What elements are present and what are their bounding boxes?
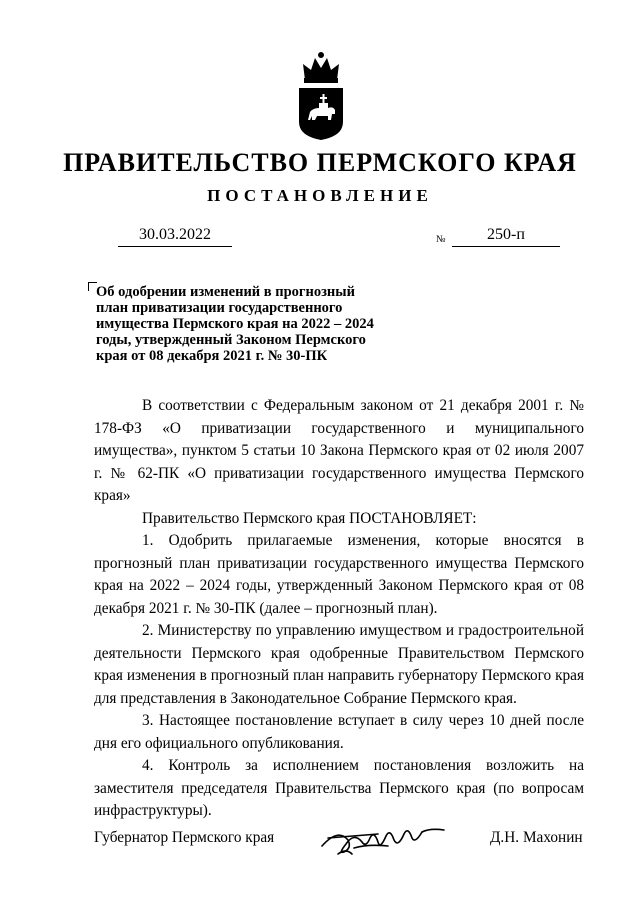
handwritten-signature-icon: [318, 818, 448, 860]
signatory-title: Губернатор Пермского края: [94, 829, 275, 846]
paragraph-item-2: 2. Министерству по управлению имуществом и градостроительной деятельности Пермского края одобренные Правительством Пермского края изменения в прогнозный план направить губернатору Пермского края для представления в Законодательное Собрание Пермского края.: [94, 622, 584, 707]
paragraph-preamble: В соответствии с Федеральным законом от 21 декабря 2001 г. № 178-ФЗ «О приватизации государственного и муниципального имущества», пунктом 5 статьи 10 Закона Пермского края от 02 июля 2007 г. № 62-ПК «О приватизации государственного имущества Пермского края»: [94, 397, 584, 504]
document-subject: Об одобрении изменений в прогнозный план приватизации государственного имущества Пермского края на 2022 – 2024 годы, утвержденный Законом Пермского края от 08 декабря 2021 г. № 30-ПК: [96, 284, 374, 364]
document-number: 250-п: [487, 226, 525, 243]
signatory-name: Д.Н. Махонин: [490, 829, 583, 846]
date-underline: [118, 246, 232, 247]
organization-title: ПРАВИТЕЛЬСТВО ПЕРМСКОГО КРАЯ: [63, 148, 577, 177]
document-date: 30.03.2022: [139, 226, 211, 243]
paragraph-resolves: Правительство Пермского края ПОСТАНОВЛЯЕТ:: [142, 509, 477, 527]
document-type: ПОСТАНОВЛЕНИЕ: [207, 186, 433, 205]
number-underline: [452, 246, 560, 247]
document-body: [94, 395, 584, 823]
paragraph-item-4: 4. Контроль за исполнением постановления возложить на заместителя председателя Правительства Пермского края (по вопросам инфраструктуры).: [94, 757, 584, 819]
coat-of-arms-icon: [295, 50, 347, 142]
paragraph-item-3: 3. Настоящее постановление вступает в силу через 10 дней после дня его официального опубликования.: [94, 712, 584, 752]
paragraph-item-1: 1. Одобрить прилагаемые изменения, которые вносятся в прогнозный план приватизации государственного имущества Пермского края на 2022 – 2024 годы, утвержденный Законом Пермского края от 08 декабря 2021 г. № 30-ПК (далее – прогнозный план).: [94, 532, 584, 617]
number-sign: №: [436, 234, 446, 245]
